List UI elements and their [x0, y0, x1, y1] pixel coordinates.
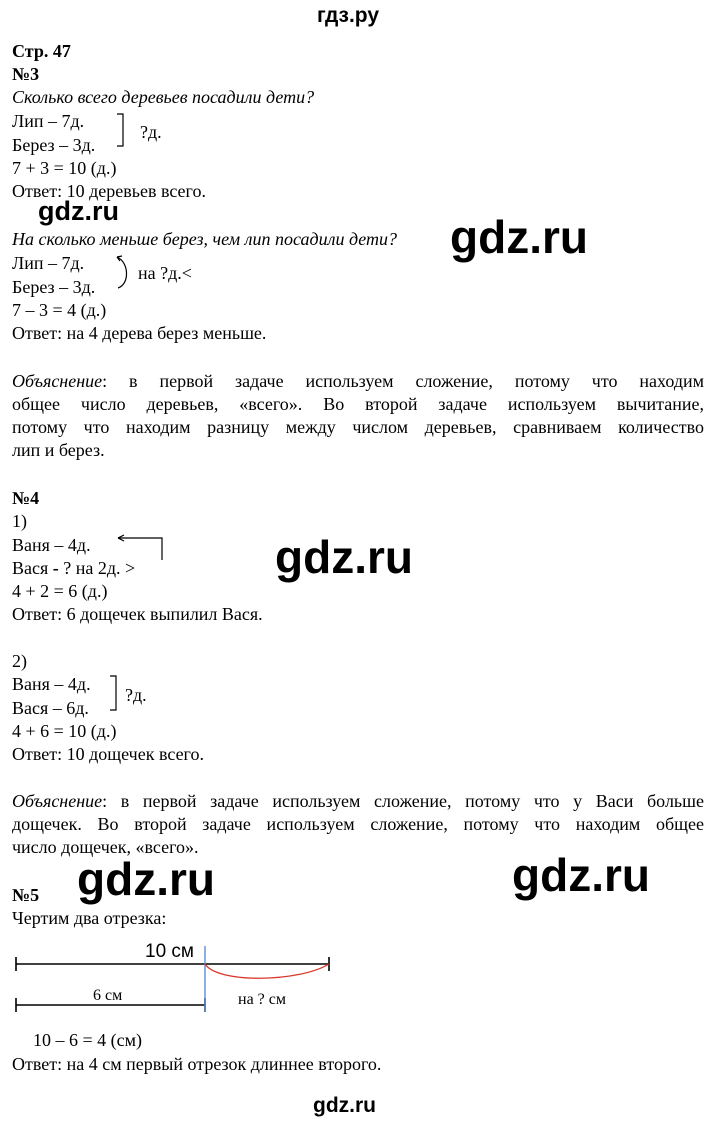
task3-berez: Берез – 3д. [12, 135, 96, 155]
task3-lip2: Лип – 7д. [12, 253, 85, 273]
difference-label: на ? см [238, 991, 286, 1008]
task3-number: №3 [12, 64, 40, 84]
task5-calc: 10 – 6 = 4 (см) [33, 1030, 143, 1050]
task3-question1: Сколько всего деревьев посадили дети? [12, 87, 315, 107]
segment2 [16, 998, 205, 1012]
task4-answer2: Ответ: 10 дощечек всего. [12, 744, 204, 764]
task3-explanation-line4: лип и берез. [12, 440, 105, 460]
task4-explanation-line3: число дощечек, «всего». [12, 837, 199, 857]
task3-berez2: Берез – 3д. [12, 277, 96, 297]
task3-answer1: Ответ: 10 деревьев всего. [12, 181, 206, 201]
site-footer: gdz.ru [313, 1094, 376, 1117]
task3-arrow-question: на ?д.< [138, 263, 192, 283]
task5-answer: Ответ: на 4 см первый отрезок длиннее второго. [12, 1054, 382, 1074]
watermark-large-1: gdz.ru [450, 211, 588, 263]
task4-arrow [118, 538, 162, 560]
segment1 [16, 957, 329, 971]
task4-explanation-line2: дощечек. Во второй задаче используем сложение, потому что находим общее [12, 814, 704, 834]
task4-answer1: Ответ: 6 дощечек выпилил Вася. [12, 604, 263, 624]
task5-intro: Чертим два отрезка: [12, 908, 167, 928]
task3-calc2: 7 – 3 = 4 (д.) [12, 300, 107, 320]
page-label: Стр. 47 [12, 41, 71, 61]
site-header: гдз.ру [317, 4, 380, 27]
task4-vasya: Вася - ? на 2д. > [12, 558, 136, 578]
task3-curved-arrow [117, 257, 127, 288]
task3-question2: На сколько меньше берез, чем лип посадили дети? [12, 229, 398, 249]
explanation-label: Объяснение [12, 371, 103, 391]
task4-number: №4 [12, 488, 40, 508]
task4-vanya: Ваня – 4д. [12, 535, 91, 555]
watermark-large-4: gdz.ru [512, 849, 650, 901]
task4-part1: 1) [12, 511, 27, 531]
task3-brace-question: ?д. [140, 122, 162, 142]
task3-answer2: Ответ: на 4 дерева берез меньше. [12, 323, 267, 343]
segment2-length: 6 см [93, 987, 123, 1004]
task3-explanation-line1: Объяснение: в первой задаче используем сложение, потому что находим [12, 371, 704, 391]
task3-explanation-line3: потому что находим разницу между числом деревьев, сравниваем количество [12, 417, 704, 437]
task3-lip: Лип – 7д. [12, 111, 85, 131]
task5-number: №5 [12, 885, 40, 905]
task4-vanya2: Ваня – 4д. [12, 674, 91, 694]
difference-arc [205, 964, 329, 978]
task4-brace-question: ?д. [125, 685, 147, 705]
task3-explanation-line2: общее число деревьев, «всего». Во второй задаче используем вычитание, [12, 394, 704, 414]
task4-part2: 2) [12, 651, 27, 671]
task4-vasya2: Вася – 6д. [12, 698, 89, 718]
task4-explanation-line1: Объяснение: в первой задаче используем сложение, потому что у Васи больше [12, 791, 704, 811]
watermark-small: gdz.ru [38, 196, 119, 226]
watermark-large-3: gdz.ru [77, 853, 215, 905]
task4-calc1: 4 + 2 = 6 (д.) [12, 581, 108, 601]
task3-brace [117, 114, 123, 146]
task4-brace [110, 676, 116, 710]
watermark-large-2: gdz.ru [275, 531, 413, 583]
task3-calc1: 7 + 3 = 10 (д.) [12, 158, 117, 178]
task4-calc2: 4 + 6 = 10 (д.) [12, 721, 117, 741]
explanation-label: Объяснение [12, 791, 103, 811]
segment1-length: 10 см [145, 941, 194, 962]
